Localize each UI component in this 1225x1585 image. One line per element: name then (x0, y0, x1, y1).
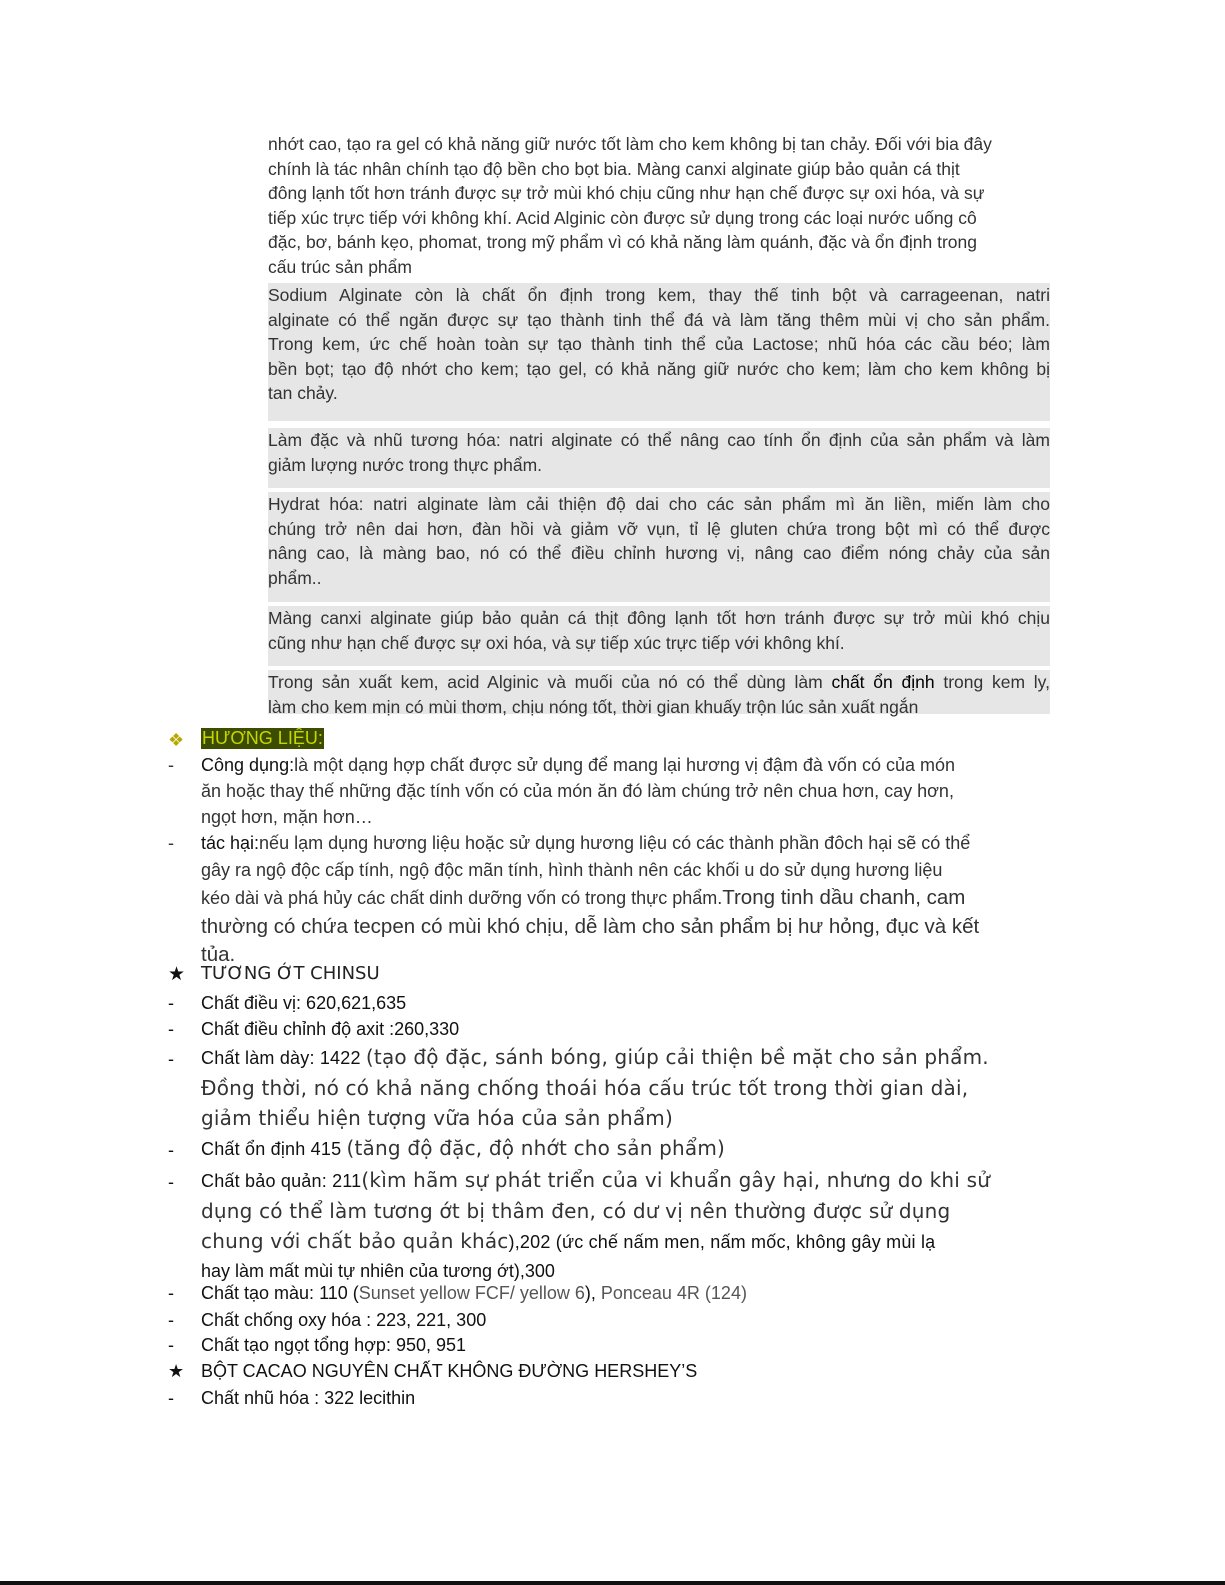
text-run: Trong sản xuất kem, acid Alginic và muối của nó có thể dùng làm (268, 672, 832, 692)
divider (268, 421, 1050, 428)
label: Công dụng: (201, 755, 295, 775)
label: Chất làm dày: 1422 (201, 1048, 366, 1068)
text-line: gây ra ngộ độc cấp tính, ngộ độc mãn tính, hình thành nên các khối u do sử dụng hương liệu (201, 860, 943, 880)
text-line: tủa. (201, 943, 236, 966)
text-run: Trong tinh dầu chanh, cam (722, 886, 966, 909)
text-run: chung với chất bảo quản khác (201, 1229, 509, 1253)
gray-paragraph-san-xuat-kem (268, 670, 1050, 717)
text-line: ăn hoặc thay thế những đặc tính vốn có của món ăn đó làm chúng trở nên chua hơn, cay hơn, (201, 781, 954, 801)
text-line (268, 670, 1050, 695)
text-line: cũng như hạn chế được sự oxi hóa, và sự tiếp xúc trực tiếp với không khí. (268, 632, 845, 653)
text-line: Hydrat hóa: natri alginate làm cải thiện độ dai cho các sản phẩm mì ăn liền, miến làm cho (268, 494, 1050, 514)
dash-bullet: - (168, 993, 174, 1013)
text-run: nếu lạm dụng hương liệu hoặc sử dụng hương liệu có các thành phần đôch hại sẽ có thể (259, 833, 971, 853)
text-line: chính là tác nhân chính tạo độ bền cho bọt bia. Màng canxi alginate giúp bảo quản cá thịt (268, 158, 960, 179)
label: Chất bảo quản: 211 (201, 1171, 362, 1191)
item-text: Chất nhũ hóa : 322 lecithin (201, 1388, 416, 1408)
star-bullet-icon: ★ (168, 1361, 185, 1381)
highlight-term: chất ổn định (831, 672, 935, 692)
item-text: Chất chống oxy hóa : 223, 221, 300 (201, 1310, 487, 1330)
text-run: trong kem ly, (934, 672, 1050, 692)
dash-bullet: - (168, 1310, 174, 1330)
text-run: (tạo độ đặc, sánh bóng, giúp cải thiện bề mặt cho sản phẩm. (365, 1045, 989, 1069)
gray-paragraph-lam-dac (268, 428, 1050, 488)
text-line: Trong kem, ức chế hoàn toàn sự tạo thành tinh thể của Lactose; nhũ hóa các cầu béo; làm (268, 334, 1050, 354)
text-run: (kìm hãm sự phát triển của vi khuẩn gây hại, nhưng do khi sử (361, 1168, 991, 1192)
diamond-bullet-icon: ❖ (168, 730, 185, 750)
text-line: tan chảy. (268, 383, 338, 403)
section-heading-huong-lieu: HƯƠNG LIỆU: (202, 728, 323, 748)
dash-bullet: - (168, 1335, 174, 1355)
huong-lieu-heading-row (168, 728, 323, 751)
text-run: (tăng độ đặc, độ nhớt cho sản phẩm) (346, 1136, 726, 1160)
text-line: nâng cao, là màng bao, nó có thể điều chỉnh hương vị, nâng cao điểm nóng chảy của sản (268, 543, 1050, 563)
text-run: ), (584, 1283, 601, 1303)
label: tác hại: (201, 833, 260, 853)
text-line: dụng có thể làm tương ớt bị thâm đen, có dư vị nên thường được sử dụng (201, 1199, 951, 1223)
text-run: ),202 (ức chế nấm men, nấm mốc, không gây mùi lạ (508, 1232, 936, 1252)
gray-paragraph-sodium-alginate (268, 283, 1050, 421)
text-line: giảm thiểu hiện tượng vữa hóa của sản phẩm) (201, 1106, 673, 1130)
dash-bullet: - (168, 755, 174, 775)
text-line: làm cho kem mịn có mùi thơm, chịu nóng tốt, thời gian khuấy trộn lúc sản xuất ngắn (268, 696, 919, 717)
gray-paragraph-hydrat-hoa (268, 492, 1050, 602)
dash-bullet: - (168, 1172, 174, 1192)
text-line: hay làm mất mùi tự nhiên của tương ớt),300 (201, 1261, 555, 1281)
text-line: chúng trở nên dai hơn, đàn hồi và giảm vỡ vụn, tỉ lệ gluten chứa trong bột mì có thể được (268, 518, 1050, 539)
text-line: phẩm.. (268, 567, 322, 588)
text-line (201, 1042, 1051, 1073)
dash-bullet: - (168, 1019, 174, 1039)
item-text: Chất tạo ngọt tổng hợp: 950, 951 (201, 1335, 467, 1355)
text-line: thường có chứa tecpen có mùi khó chịu, dễ làm cho sản phẩm bị hư hỏng, đục và kết (201, 915, 980, 938)
text-line (201, 752, 1051, 778)
text-line: nhớt cao, tạo ra gel có khả năng giữ nước tốt làm cho kem không bị tan chảy. Đối với bia đây (268, 134, 992, 154)
color-name: Sunset yellow FCF/ yellow 6 (358, 1283, 585, 1303)
dash-bullet: - (168, 1140, 174, 1160)
item-text: Chất điều vị: 620,621,635 (201, 993, 407, 1013)
text-line: Làm đặc và nhũ tương hóa: natri alginate có thể nâng cao tính ổn định của sản phẩm và làm (268, 430, 1050, 450)
text-line: đặc, bơ, bánh kẹo, phomat, trong mỹ phẩm vì có khả năng làm quánh, đặc và ổn định trong (268, 232, 977, 252)
dash-bullet: - (168, 1283, 174, 1303)
dash-bullet: - (168, 1049, 174, 1069)
text-line: giảm lượng nước trong thực phẩm. (268, 454, 543, 475)
dash-bullet: - (168, 1388, 174, 1408)
label: Chất tạo màu: 110 ( (201, 1283, 359, 1303)
section-heading-chinsu: TƯƠNG ỚT CHINSU (201, 963, 380, 984)
color-name: Ponceau 4R (124) (600, 1283, 747, 1303)
label: Chất ổn định 415 (201, 1139, 347, 1159)
text-line (201, 1165, 1051, 1196)
text-line: tiếp xúc trực tiếp với không khí. Acid Alginic còn được sử dụng trong các loại nước uống cô (268, 207, 977, 228)
text-line (201, 884, 1051, 912)
text-line: Đồng thời, nó có khả năng chống thoái hóa cấu trúc tốt trong thời gian dài, (201, 1076, 969, 1100)
text-run: là một dạng hợp chất được sử dụng để mang lại hương vị đậm đà vốn có của món (294, 755, 956, 775)
top-paragraph (268, 132, 1050, 279)
item-text (201, 1280, 747, 1306)
text-line (201, 830, 1051, 857)
dash-bullet: - (168, 833, 174, 853)
page-bottom-border (0, 1581, 1225, 1585)
text-line: alginate có thể ngăn được sự tạo thành tinh thể đá và làm tăng thêm mùi vị cho sản phẩm. (268, 309, 1050, 330)
text-line: cấu trúc sản phẩm (268, 256, 412, 277)
gray-paragraph-mang-canxi (268, 606, 1050, 666)
item-text: Chất điều chỉnh độ axit :260,330 (201, 1019, 460, 1039)
text-line: Màng canxi alginate giúp bảo quản cá thịt đông lạnh tốt hơn tránh được sự trở mùi khó chịu (268, 608, 1050, 628)
text-line: đông lạnh tốt hơn tránh được sự trở mùi khó chịu cũng như hạn chế được sự oxi hóa, và sự (268, 183, 985, 203)
text-line: Sodium Alginate còn là chất ổn định trong kem, thay thế tinh bột và carrageenan, natri (268, 285, 1050, 305)
star-bullet-icon: ★ (168, 964, 186, 985)
text-run: kéo dài và phá hủy các chất dinh dưỡng vốn có trong thực phẩm. (201, 888, 723, 908)
text-line (201, 1133, 1051, 1164)
text-line (201, 1226, 1051, 1257)
text-line: ngọt hơn, mặn hơn… (201, 807, 373, 827)
text-line: bền bọt; tạo độ nhớt cho kem; tạo gel, có khả năng giữ nước cho kem; làm cho kem không bị (268, 358, 1050, 379)
section-heading-hershey: BỘT CACAO NGUYÊN CHẤT KHÔNG ĐƯỜNG HERSHEY’S (201, 1361, 698, 1381)
